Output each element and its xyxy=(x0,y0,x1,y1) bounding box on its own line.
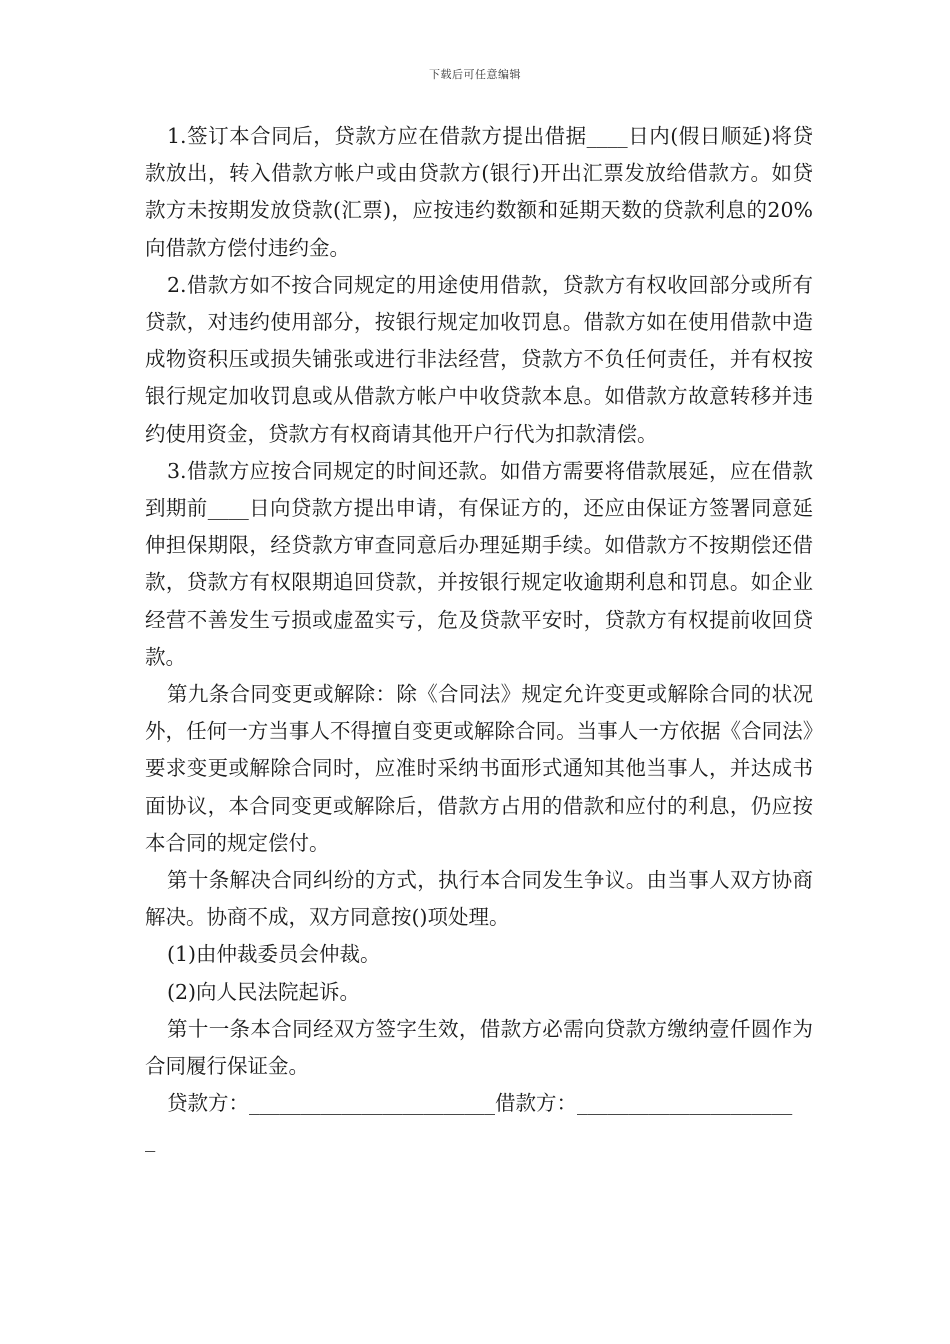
signature-line: 贷款方：________________________借款方：_____________________ xyxy=(167,1091,793,1116)
clause-paragraph: 2.借款方如不按合同规定的用途使用借款，贷款方有权收回部分或所有贷款，对违约使用部分，按银行规定加收罚息。借款方如在使用借款中造成物资积压或损失铺张或进行非法经营，贷款方不负任何责任，并有权按银行规定加收罚息或从借款方帐户中收贷款本息。如借款方故意转移并违约使用资金，贷款方有权商请其他开户行代为扣款清偿。 xyxy=(145,272,813,446)
clause-option: (1)由仲裁委员会仲裁。 xyxy=(167,942,381,967)
clause-paragraph: 1.签订本合同后，贷款方应在借款方提出借据____日内(假日顺延)将贷款放出，转入借款方帐户或由贷款方(银行)开出汇票发放给借款方。如贷款方未按期发放贷款(汇票)，应按违约数额和延期天数的贷款利息的20%向借款方偿付违约金。 xyxy=(145,124,813,260)
clause-paragraph: 第九条合同变更或解除：除《合同法》规定允许变更或解除合同的状况外，任何一方当事人不得擅自变更或解除合同。当事人一方依据《合同法》要求变更或解除合同时，应准时采纳书面形式通知其他当事人，并达成书面协议，本合同变更或解除后，借款方占用的借款和应付的利息，仍应按本合同的规定偿付。 xyxy=(145,682,813,855)
signature-line-tail: _ xyxy=(145,1128,156,1153)
clause-option: (2)向人民法院起诉。 xyxy=(167,979,361,1004)
page-header-note: 下载后可任意编辑 xyxy=(429,68,521,81)
clause-paragraph: 第十条解决合同纠纷的方式，执行本合同发生争议。由当事人双方协商解决。协商不成，双方同意按()项处理。 xyxy=(145,868,813,930)
contract-body xyxy=(145,118,813,1160)
clause-paragraph: 第十一条本合同经双方签字生效，借款方必需向贷款方缴纳壹仟圆作为合同履行保证金。 xyxy=(145,1016,813,1079)
clause-paragraph: 3.借款方应按合同规定的时间还款。如借方需要将借款展延，应在借款到期前____日向贷款方提出申请，有保证方的，还应由保证方签署同意延伸担保期限，经贷款方审查同意后办理延期手续。如借款方不按期偿还借款，贷款方有权限期追回贷款，并按银行规定收逾期利息和罚息。如企业经营不善发生亏损或虚盈实亏，危及贷款平安时，贷款方有权提前收回贷款。 xyxy=(145,458,813,669)
